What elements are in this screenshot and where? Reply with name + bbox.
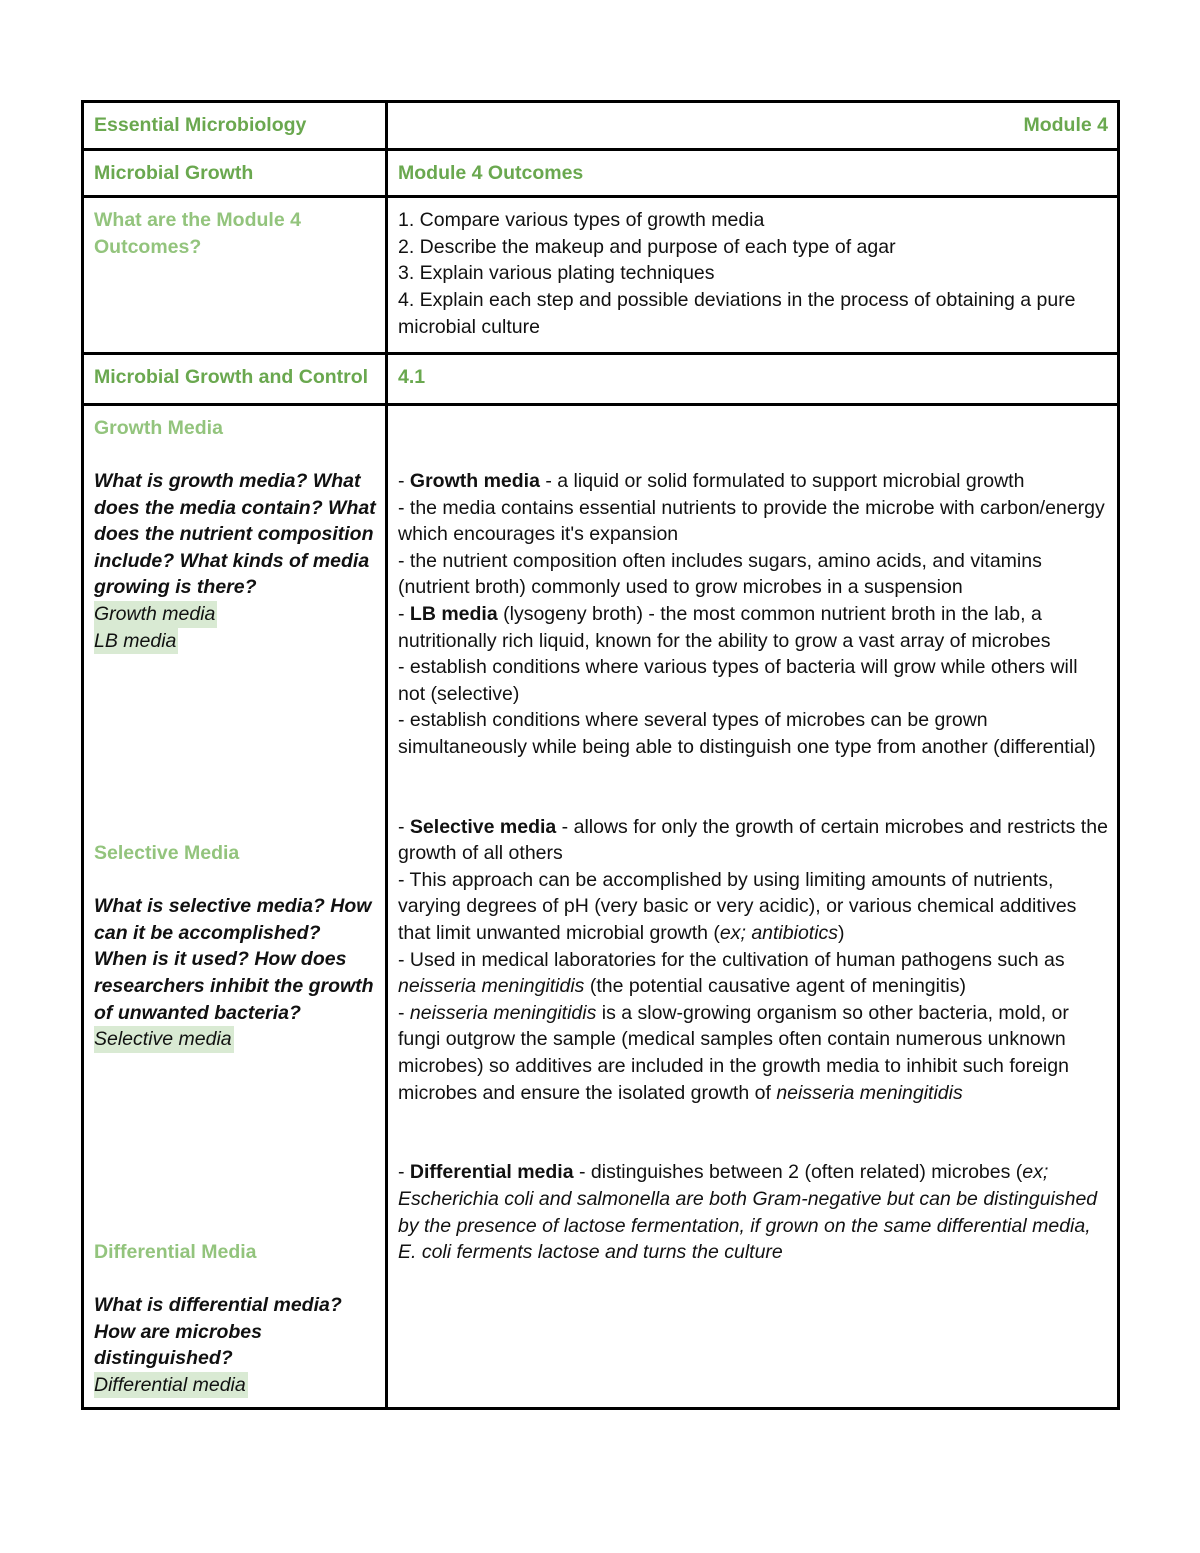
lb-media-tag: LB media xyxy=(94,628,178,655)
note-text: (lysogeny broth) - the most common nutrient broth in the lab, a nutritionally rich liquid, known for the ability to grow a vast array of microbes xyxy=(398,602,1051,652)
growth-media-question: What is growth media? What does the media contain? What does the nutrient composition include? What kinds of media growing is there? xyxy=(94,469,376,599)
header-row xyxy=(83,102,1119,150)
growth-media-note: - the media contains essential nutrients to provide the microbe with carbon/energy which encourages it's expansion xyxy=(398,496,1105,546)
differential-media-note: - Differential media - distinguishes between 2 (often related) microbes (ex; Escherichia coli and salmonella are both Gram-negative but can be distinguished by the presence of lactose fermentation, if grown on the same differential media, E. coli ferments lactose and turns the culture xyxy=(398,1161,1098,1264)
growth-media-note: - Growth media - a liquid or solid formulated to support microbial growth xyxy=(398,469,1025,492)
note-term: Selective media xyxy=(409,815,557,838)
note-italic: neisseria meningitidis xyxy=(776,1081,963,1104)
selective-media-note: - neisseria meningitidis is a slow-growing organism so other bacteria, mold, or fungi outgrow the sample (medical samples often contain numerous unknown microbes) so additives are included in the growth media to inhibit such foreign microbes and ensure the isolated growth of neisseria meningitidis xyxy=(398,1001,1069,1104)
selective-media-heading: Selective Media xyxy=(94,842,240,865)
growth-media-note: - establish conditions where several types of microbes can be grown simultaneously while being able to distinguish one type from another (differential) xyxy=(398,709,1096,758)
outcomes-row xyxy=(83,197,1119,354)
note-term: LB media xyxy=(409,602,498,625)
topic-title: Microbial Growth xyxy=(83,149,387,197)
differential-media-heading: Differential Media xyxy=(94,1240,257,1263)
selective-media-tag: Selective media xyxy=(94,1026,234,1053)
note-text: - This approach can be accomplished by using limiting amounts of nutrients, varying degrees of pH (very basic or very acidic), or various chemical additives that limit unwanted microbial growth ( xyxy=(398,868,1077,945)
growth-media-note: - establish conditions where various types of bacteria will grow while others will not (selective) xyxy=(398,656,1078,705)
outcome-item: 3. Explain various plating techniques xyxy=(398,262,715,285)
outcomes-question: What are the Module 4 Outcomes? xyxy=(83,197,387,354)
differential-media-tag: Differential media xyxy=(94,1372,248,1399)
growth-media-note: - the nutrient composition often includes sugars, amino acids, and vitamins (nutrient broth) commonly used to grow microbes in a suspension xyxy=(398,549,1042,599)
outcomes-list xyxy=(387,197,1119,354)
outcome-item: 2. Describe the makeup and purpose of each type of agar xyxy=(398,235,896,258)
note-text: - Used in medical laboratories for the cultivation of human pathogens such as xyxy=(398,948,1065,971)
outcome-item: 4. Explain each step and possible deviations in the process of obtaining a pure microbial culture xyxy=(398,288,1076,338)
selective-media-question: What is selective media? How can it be accomplished? When is it used? How does researchers inhibit the growth of unwanted bacteria? xyxy=(94,895,374,1024)
notes-row xyxy=(83,404,1119,1409)
outcomes-label: Module 4 Outcomes xyxy=(387,149,1119,197)
note-text: - allows for only the growth of certain microbes and restricts the growth of all others xyxy=(398,815,1108,865)
growth-media-note: - LB media (lysogeny broth) - the most common nutrient broth in the lab, a nutritionally rich liquid, known for the ability to grow a vast array of microbes xyxy=(398,602,1051,652)
growth-media-tag: Growth media xyxy=(94,601,217,628)
topic-row xyxy=(83,149,1119,197)
selective-media-note: - Selective media - allows for only the growth of certain microbes and restricts the growth of all others xyxy=(398,815,1108,865)
note-italic: ex; Escherichia coli and salmonella are both Gram-negative but can be distinguished by the presence of lactose fermentation, if grown on the same differential media, E. coli ferments lactose and turns the culture xyxy=(398,1161,1098,1264)
note-term: Differential media xyxy=(409,1161,574,1184)
outcome-item: 1. Compare various types of growth media xyxy=(398,209,765,232)
module-label: Module 4 xyxy=(387,102,1119,150)
notes-table xyxy=(81,100,1120,1410)
section-row xyxy=(83,354,1119,405)
notes-column xyxy=(387,404,1119,1409)
cue-column xyxy=(83,404,387,1409)
note-text: - a liquid or solid formulated to support microbial growth xyxy=(539,469,1025,492)
section-number: 4.1 xyxy=(387,354,1119,405)
growth-media-heading: Growth Media xyxy=(94,416,223,439)
differential-media-question: What is differential media? How are microbes distinguished? xyxy=(94,1294,342,1370)
note-italic: neisseria meningitidis xyxy=(398,975,585,998)
selective-media-note xyxy=(398,947,1108,1000)
note-italic: ex; antibiotics xyxy=(719,922,839,945)
note-text: - distinguishes between 2 (often related) microbes ( xyxy=(573,1161,1023,1184)
section-title: Microbial Growth and Control xyxy=(83,354,387,405)
note-text: ) xyxy=(838,922,845,945)
note-text: is a slow-growing organism so other bacteria, mold, or fungi outgrow the sample (medical samples often contain numerous unknown microbes) so additives are included in the growth media to inhibit such foreign microbes and ensure the isolated growth of xyxy=(398,1001,1069,1104)
note-italic: neisseria meningitidis xyxy=(409,1001,597,1024)
course-title: Essential Microbiology xyxy=(83,102,387,150)
note-text: (the potential causative agent of meningitis) xyxy=(584,975,966,998)
selective-media-note xyxy=(398,867,1108,947)
note-term: Growth media xyxy=(409,469,540,492)
